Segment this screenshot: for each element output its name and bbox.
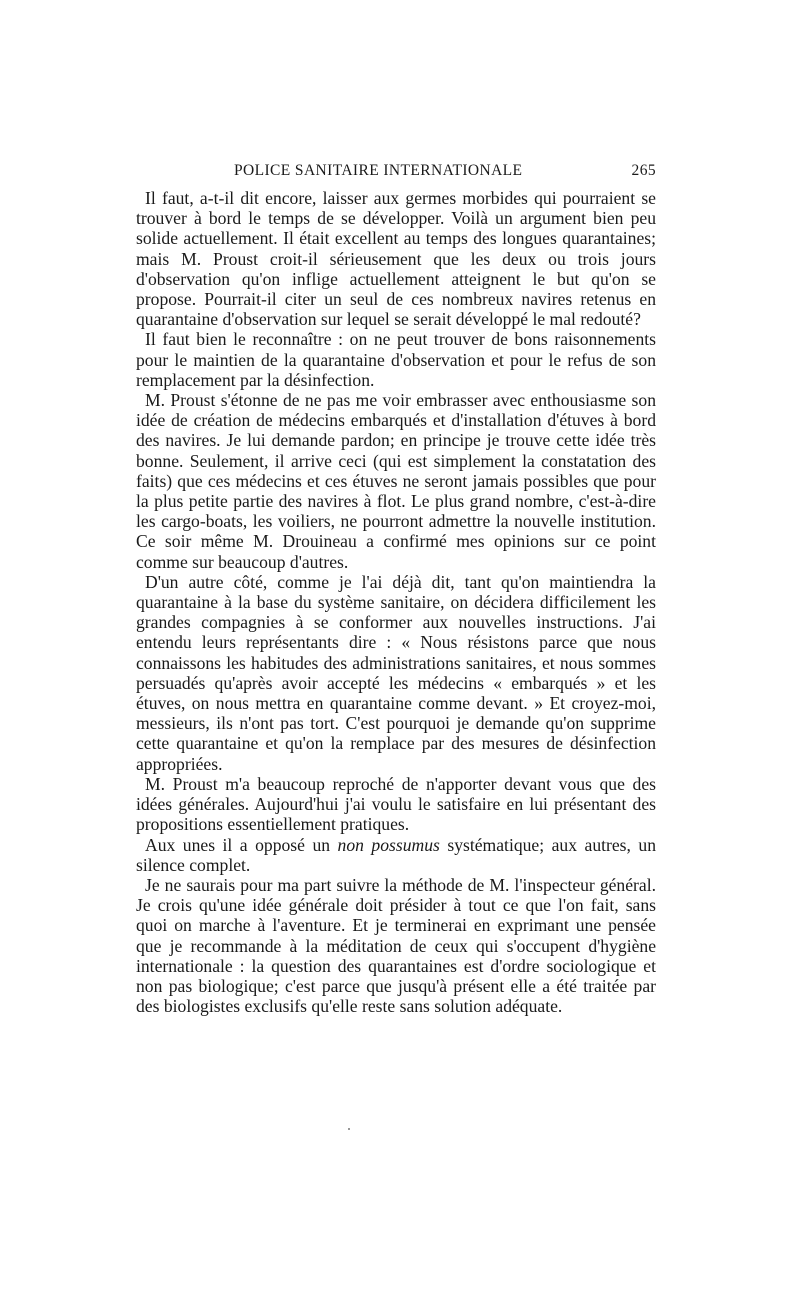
- latin-phrase: non possumus: [337, 834, 440, 855]
- running-head: [136, 162, 656, 184]
- running-title: POLICE SANITAIRE INTERNATIONALE: [234, 162, 523, 179]
- body-text: [136, 188, 656, 1016]
- paragraph-1: Il faut, a-t-il dit encore, laisser aux germes morbides qui pourraient se trouver à bord le temps de se développer. Voilà un argument bien peu solide actuellement. Il était excellent au temps des longues quarantaines; mais M. Proust croit-il sérieusement que les deux ou trois jours d'observation qu'on inflige actuellement atteignent le but qu'on se propose. Pourrait-il citer un seul de ces nombreux navires retenus en quarantaine d'observation sur lequel se serait développé le mal redouté?: [136, 188, 656, 330]
- paragraph-3: M. Proust s'étonne de ne pas me voir embrasser avec enthousiasme son idée de création de médecins embarqués et d'installation d'étuves à bord des navires. Je lui demande pardon; en principe je trouve cette idée très bonne. Seulement, il arrive ceci (qui est simplement la constatation des faits) que ces médecins et ces étuves ne seront jamais possibles que pour la plus petite partie des navires à flot. Le plus grand nombre, c'est-à-dire les cargo-boats, les voiliers, ne pourront admettre la nouvelle institution. Ce soir même M. Drouineau a confirmé mes opinions sur ce point comme sur beaucoup d'autres.: [136, 390, 656, 572]
- paragraph-6: [136, 835, 656, 875]
- paragraph-7: Je ne saurais pour ma part suivre la méthode de M. l'inspecteur général. Je crois qu'une idée générale doit présider à tout ce que l'on fait, sans quoi on marche à l'aventure. Et je terminerai en exprimant une pensée que je recommande à la méditation de ceux qui s'occupent d'hygiène internationale : la question des quarantaines est d'ordre sociologique et non pas biologique; c'est parce que jusqu'à présent elle a été traitée par des biologistes exclusifs qu'elle reste sans solution adéquate.: [136, 874, 656, 1017]
- paragraph-6-start: Aux unes il a opposé un: [145, 834, 338, 855]
- page-number: 265: [631, 162, 656, 179]
- ink-speck: [348, 1128, 350, 1130]
- paragraph-2: Il faut bien le reconnaître : on ne peut trouver de bons raisonnements pour le maintien de la quarantaine d'observation et pour le refus de son remplacement par la désinfection.: [136, 329, 656, 390]
- paragraph-5: M. Proust m'a beaucoup reproché de n'apporter devant vous que des idées générales. Aujourd'hui j'ai voulu le satisfaire en lui présentant des propositions essentiellement pratiques.: [136, 773, 656, 835]
- paragraph-4: D'un autre côté, comme je l'ai déjà dit, tant qu'on maintiendra la quarantaine à la base du système sanitaire, on décidera difficilement les grandes compagnies à se conformer aux nouvelles instructions. J'ai entendu leurs représentants dire : « Nous résistons parce que nous connaissons les habitudes des administrations sanitaires, et nous sommes persuadés qu'après avoir accepté les médecins « embarqués » et les étuves, on nous mettra en quarantaine comme devant. » Et croyez-moi, messieurs, ils n'ont pas tort. C'est pourquoi je demande qu'on supprime cette quarantaine et qu'on la remplace par des mesures de désinfection appropriées.: [136, 571, 656, 774]
- book-page: [136, 162, 656, 1016]
- paragraph-6-end: systématique; aux autres, un silence complet.: [136, 834, 657, 875]
